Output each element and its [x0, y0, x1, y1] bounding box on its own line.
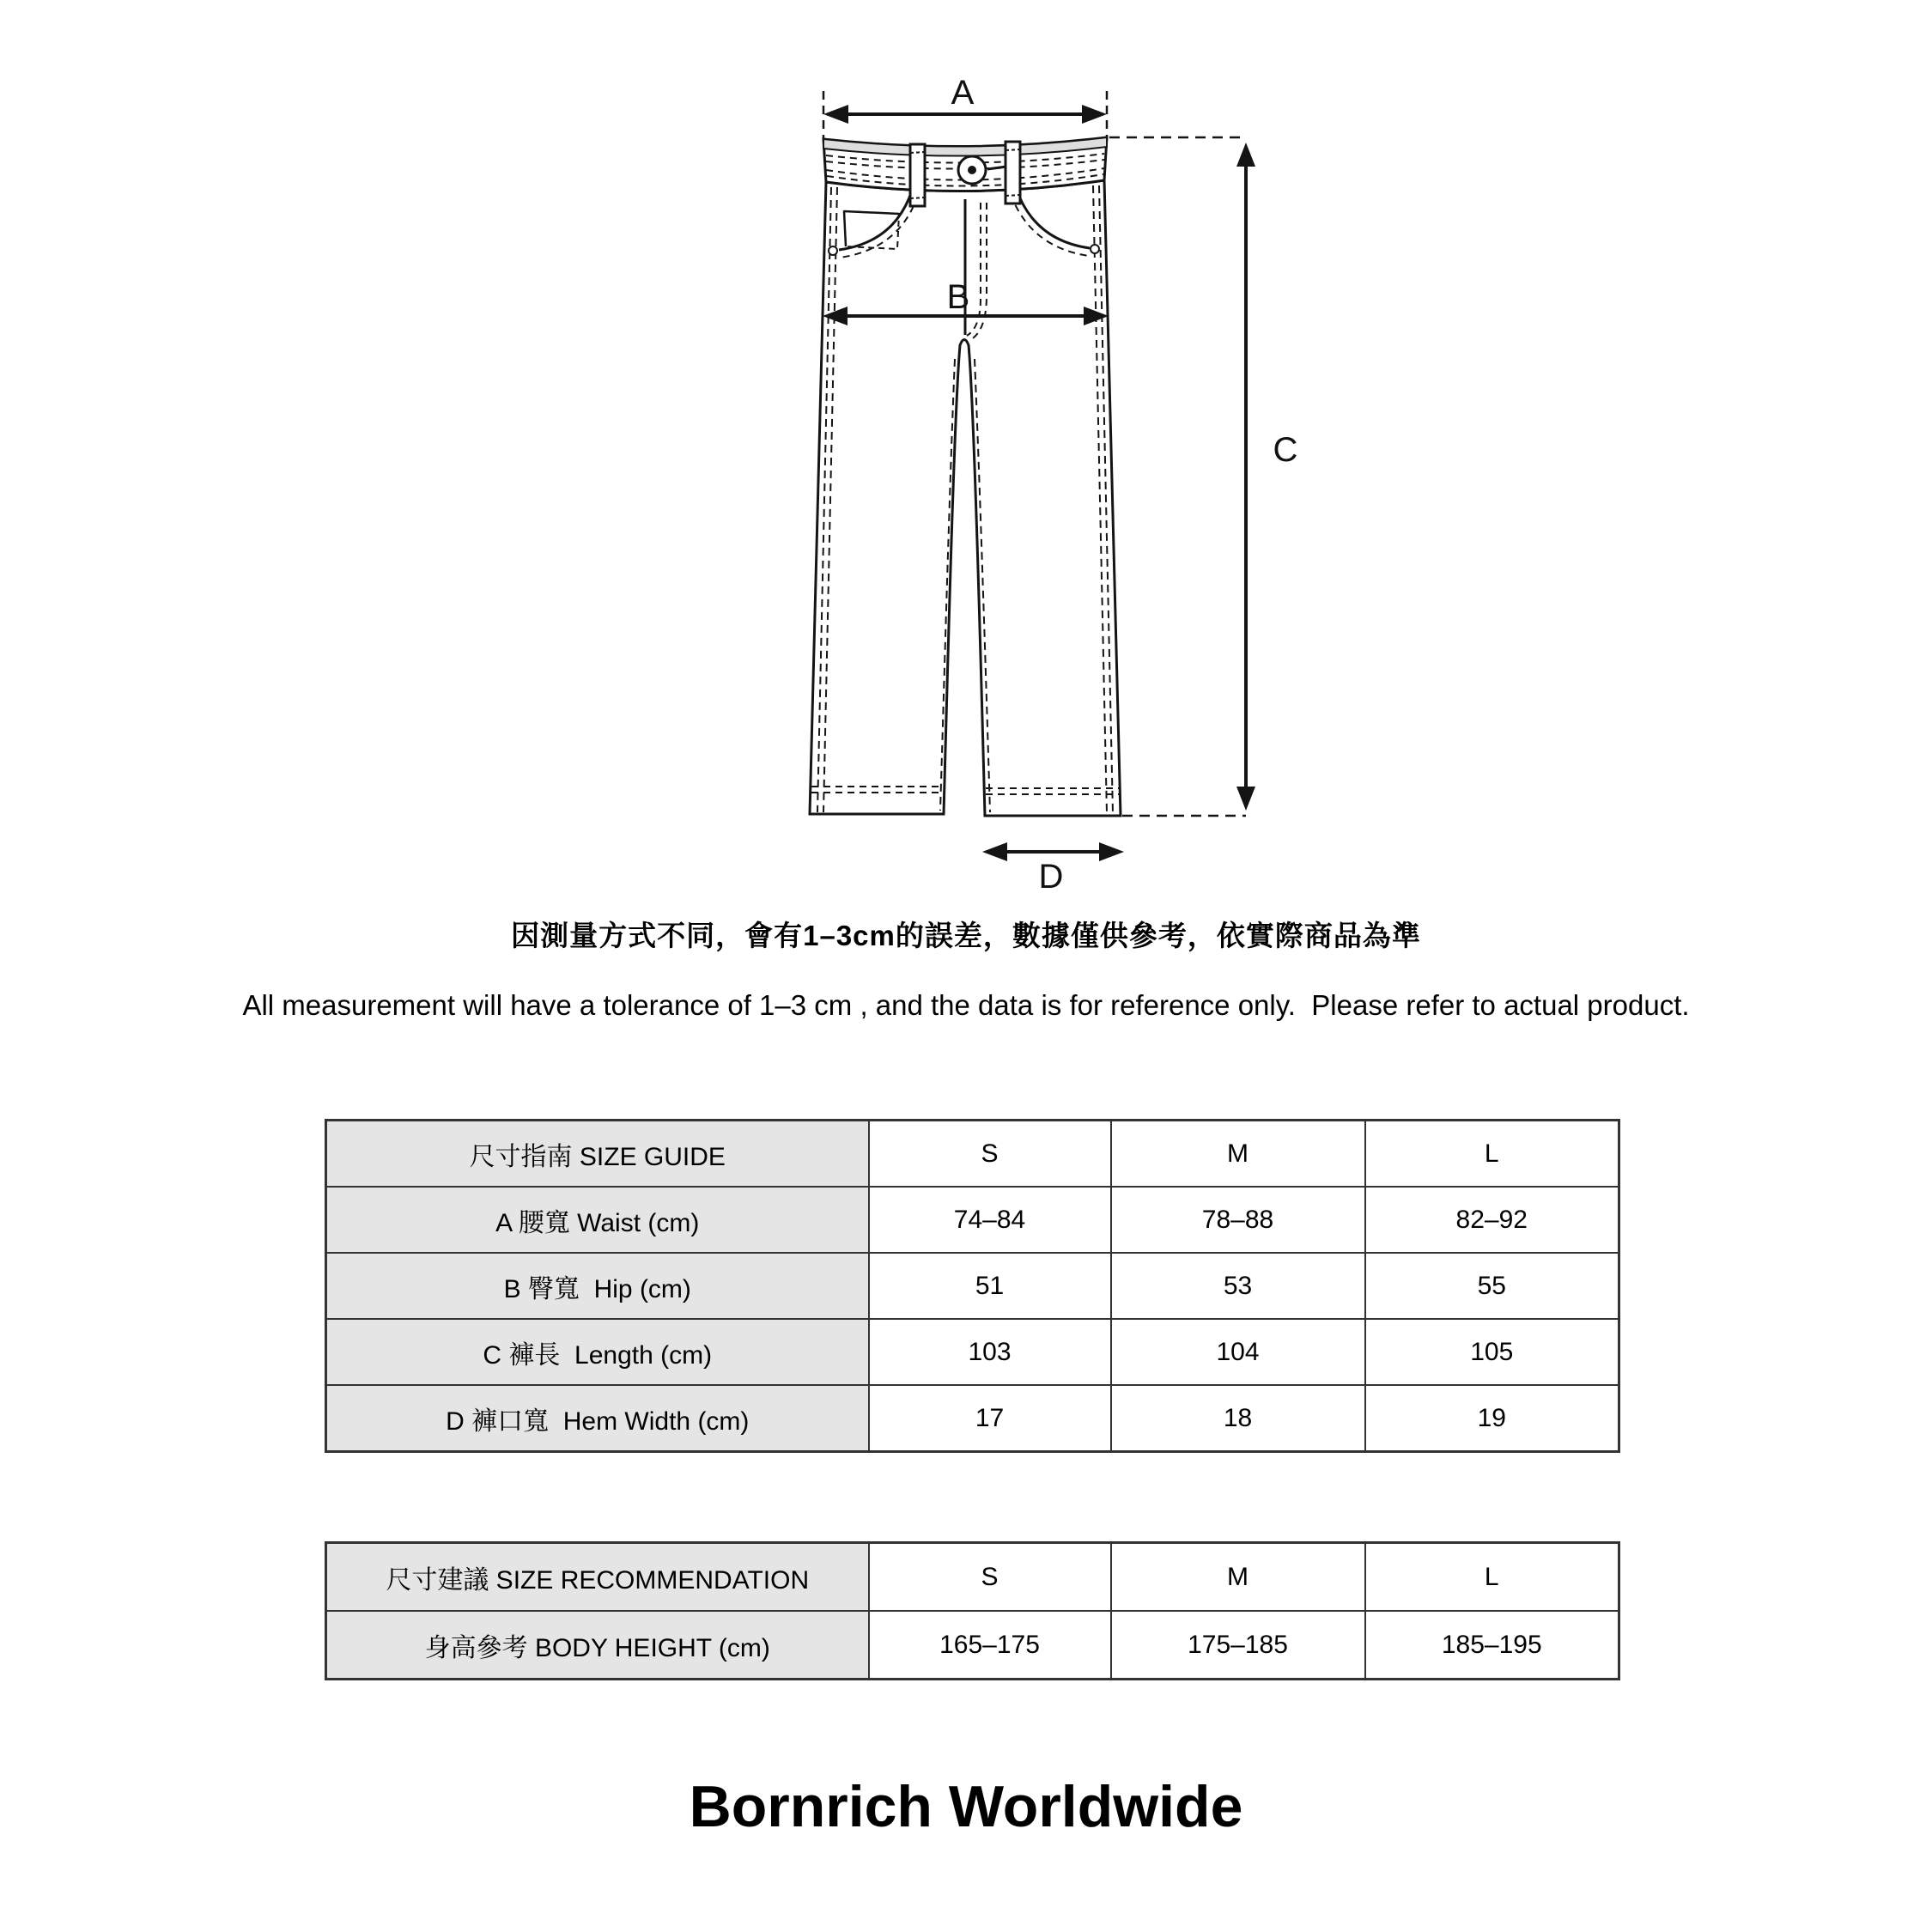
row-label-body-height: 身高參考 BODY HEIGHT (cm): [326, 1611, 869, 1680]
row-label-hip: B 臀寬 Hip (cm): [326, 1253, 869, 1319]
height-value-s: 165–175: [869, 1611, 1111, 1680]
rec-col-header-s: S: [869, 1543, 1111, 1612]
rec-col-header-l: L: [1365, 1543, 1619, 1612]
table-row-hem-width: [326, 1385, 1619, 1452]
hem-value-m: 18: [1111, 1385, 1365, 1452]
hip-value-l: 55: [1365, 1253, 1619, 1319]
pants-diagram: [756, 52, 1374, 910]
length-value-s: 103: [869, 1319, 1111, 1385]
size-recommendation-title: 尺寸建議 SIZE RECOMMENDATION: [326, 1543, 869, 1612]
length-value-l: 105: [1365, 1319, 1619, 1385]
table-row-body-height: [326, 1611, 1619, 1680]
size-col-header-s: S: [869, 1121, 1111, 1188]
height-value-m: 175–185: [1111, 1611, 1365, 1680]
size-col-header-l: L: [1365, 1121, 1619, 1188]
hip-value-m: 53: [1111, 1253, 1365, 1319]
tolerance-note-en: All measurement will have a tolerance of 1–3 cm , and the data is for reference only. Please refer to actual product.: [242, 989, 1690, 1021]
measure-arrow-length: [1109, 137, 1255, 816]
length-value-m: 104: [1111, 1319, 1365, 1385]
size-guide-title: 尺寸指南 SIZE GUIDE: [326, 1121, 869, 1188]
table-row: [326, 1121, 1619, 1188]
size-recommendation-table: [325, 1541, 1620, 1680]
row-label-hem-width: D 褲口寬 Hem Width (cm): [326, 1385, 869, 1452]
waist-value-m: 78–88: [1111, 1187, 1365, 1253]
table-row-hip: [326, 1253, 1619, 1319]
table-row-length: [326, 1319, 1619, 1385]
size-col-header-m: M: [1111, 1121, 1365, 1188]
waist-value-l: 82–92: [1365, 1187, 1619, 1253]
height-value-l: 185–195: [1365, 1611, 1619, 1680]
brand-name: Bornrich Worldwide: [689, 1774, 1243, 1839]
hem-value-s: 17: [869, 1385, 1111, 1452]
measure-label-hem: D: [1038, 858, 1064, 896]
waist-value-s: 74–84: [869, 1187, 1111, 1253]
size-guide-table: [325, 1119, 1620, 1453]
hem-value-l: 19: [1365, 1385, 1619, 1452]
table-row: [326, 1543, 1619, 1612]
measure-label-length: C: [1273, 431, 1298, 469]
rec-col-header-m: M: [1111, 1543, 1365, 1612]
measure-label-hip: B: [946, 278, 970, 316]
row-label-length: C 褲長 Length (cm): [326, 1319, 869, 1385]
hip-value-s: 51: [869, 1253, 1111, 1319]
tolerance-note-zh: 因測量方式不同，會有1–3cm的誤差，數據僅供參考，依實際商品為準: [511, 920, 1421, 951]
row-label-waist: A 腰寬 Waist (cm): [326, 1187, 869, 1253]
measure-label-waist: A: [951, 74, 975, 112]
table-row-waist: [326, 1187, 1619, 1253]
